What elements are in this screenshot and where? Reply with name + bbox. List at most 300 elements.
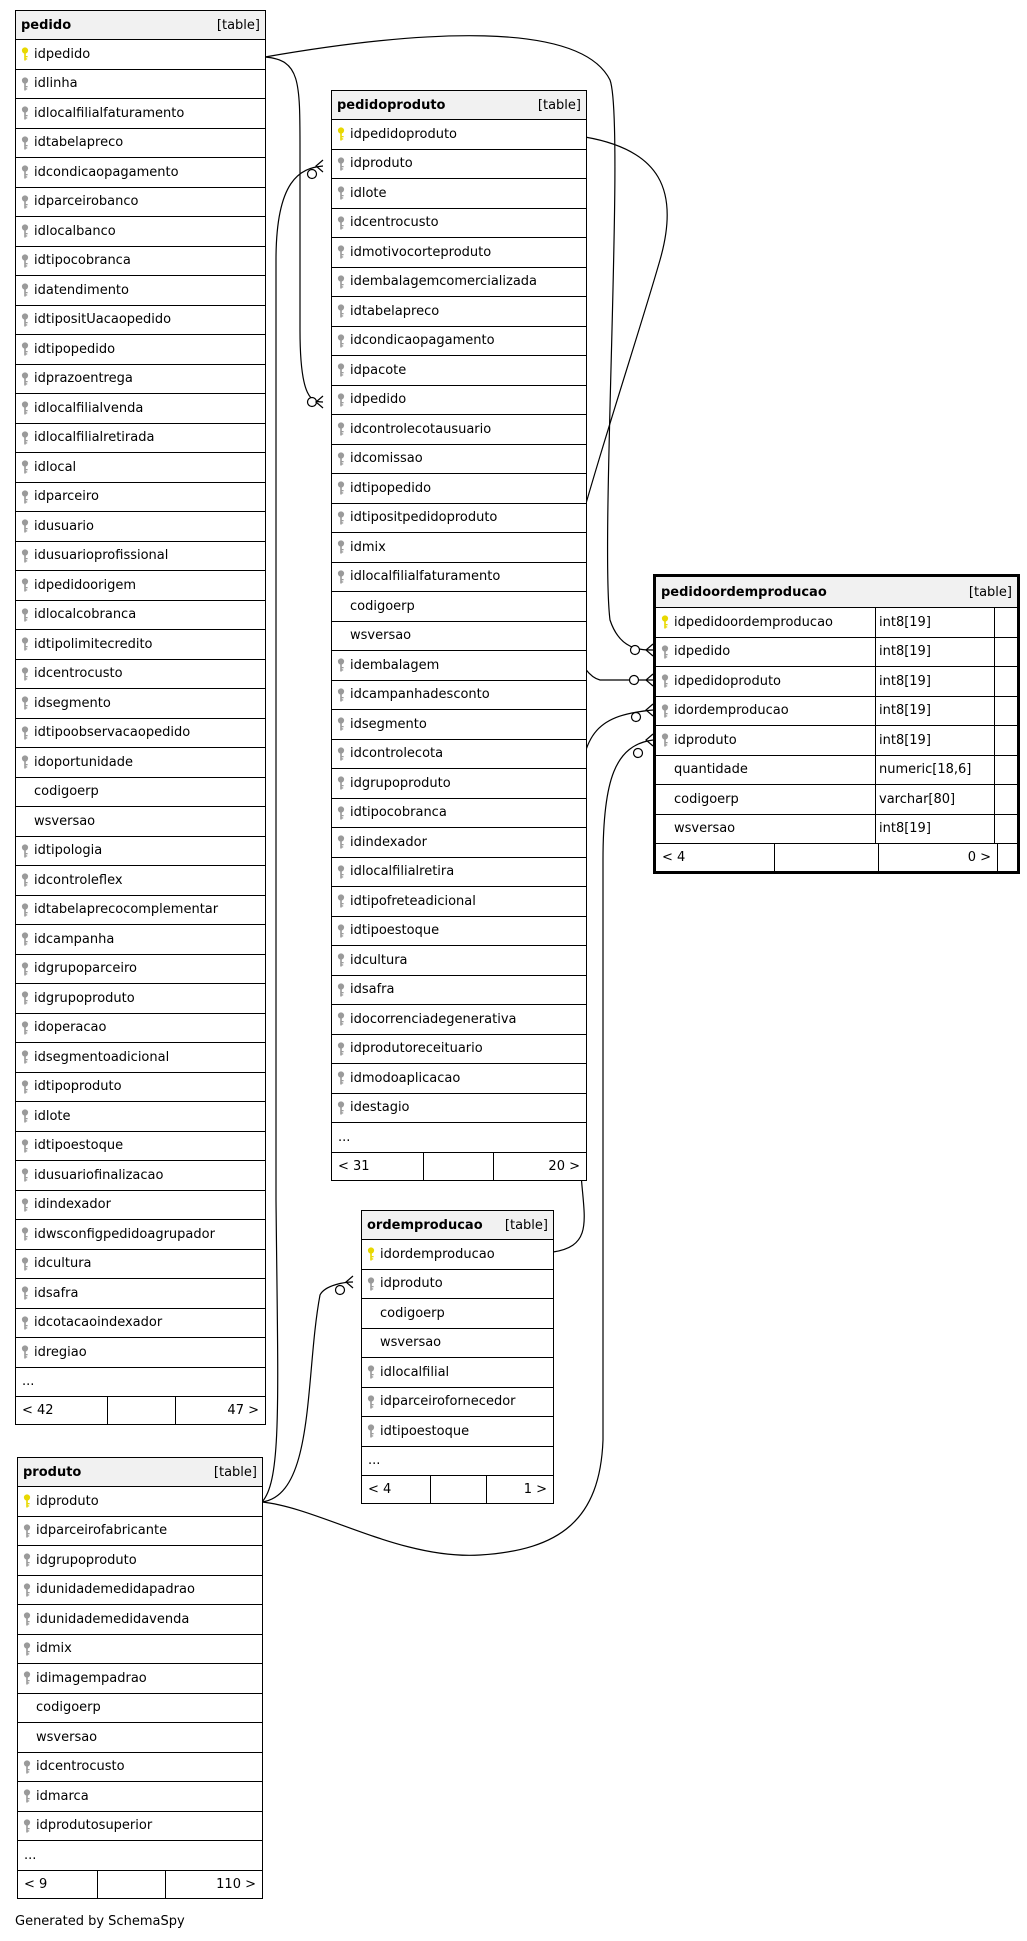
column-row[interactable] <box>332 386 586 416</box>
foreign-key-icon <box>332 658 350 672</box>
foreign-key-icon <box>332 776 350 790</box>
foreign-key-icon <box>18 1553 36 1567</box>
column-row[interactable] <box>18 1576 262 1606</box>
column-row[interactable] <box>16 601 265 631</box>
footer-mid <box>424 1153 494 1180</box>
table-pedidoordemproducao[interactable] <box>653 574 1020 874</box>
column-row[interactable] <box>18 1694 262 1724</box>
foreign-key-icon <box>332 1042 350 1056</box>
column-row[interactable] <box>656 667 1017 697</box>
column-row[interactable] <box>16 1132 265 1162</box>
column-type: numeric[18,6] <box>875 756 994 785</box>
foreign-key-icon <box>18 1760 36 1774</box>
footer-mid <box>108 1397 176 1424</box>
foreign-key-icon <box>332 422 350 436</box>
foreign-key-icon <box>18 1671 36 1685</box>
foreign-key-icon <box>16 637 34 651</box>
column-name: idusuariofinalizacao <box>34 1167 164 1183</box>
column-row[interactable] <box>16 424 265 454</box>
column-row[interactable] <box>16 778 265 808</box>
column-name: idcampanhadesconto <box>350 687 490 703</box>
foreign-key-icon <box>16 1050 34 1064</box>
column-row[interactable] <box>16 1043 265 1073</box>
table-name: ordemproducao <box>367 1217 483 1233</box>
foreign-key-icon <box>16 1286 34 1300</box>
column-row[interactable] <box>656 638 1017 668</box>
more-columns: ... <box>332 1123 586 1153</box>
table-name: pedido <box>21 17 72 33</box>
column-row[interactable] <box>16 1250 265 1280</box>
column-row[interactable] <box>332 120 586 150</box>
foreign-key-icon <box>16 932 34 946</box>
column-name: idtipologia <box>34 843 103 859</box>
parents-count[interactable]: < 9 <box>18 1871 98 1898</box>
children-count[interactable]: 1 > <box>523 1482 547 1497</box>
table-footer <box>18 1871 262 1898</box>
column-name: idgrupoproduto <box>350 775 451 791</box>
foreign-key-icon <box>16 165 34 179</box>
column-row[interactable] <box>332 415 586 445</box>
foreign-key-icon <box>16 1198 34 1212</box>
column-row[interactable] <box>18 1546 262 1576</box>
foreign-key-icon <box>18 1583 36 1597</box>
foreign-key-icon <box>16 77 34 91</box>
foreign-key-icon <box>332 304 350 318</box>
column-name: idlocalbanco <box>34 223 116 239</box>
table-header[interactable] <box>656 577 1017 608</box>
foreign-key-icon <box>16 1345 34 1359</box>
column-row[interactable] <box>332 651 586 681</box>
column-name: wsversao <box>36 1729 98 1745</box>
foreign-key-icon <box>16 195 34 209</box>
column-name: codigoerp <box>350 598 415 614</box>
column-name: wsversao <box>380 1335 442 1351</box>
foreign-key-icon <box>16 1139 34 1153</box>
parents-count[interactable]: < 42 <box>16 1397 108 1424</box>
foreign-key-icon <box>18 1524 36 1538</box>
column-name: idtipositUacaopedido <box>34 312 172 328</box>
primary-key-icon <box>18 1494 36 1508</box>
column-row[interactable] <box>16 483 265 513</box>
column-row[interactable] <box>16 719 265 749</box>
table-footer <box>656 844 1017 871</box>
foreign-key-icon <box>16 431 34 445</box>
column-row[interactable] <box>16 1279 265 1309</box>
column-row[interactable] <box>18 1517 262 1547</box>
foreign-key-icon <box>16 962 34 976</box>
column-name: idcentrocusto <box>350 215 439 231</box>
column-name: idmix <box>36 1641 72 1657</box>
column-row[interactable] <box>16 1220 265 1250</box>
column-row[interactable] <box>656 785 1017 815</box>
column-row[interactable] <box>16 365 265 395</box>
column-row[interactable] <box>362 1329 553 1359</box>
column-row[interactable] <box>18 1487 262 1517</box>
column-row[interactable] <box>362 1299 553 1329</box>
column-name: idusuario <box>34 518 94 534</box>
column-row[interactable] <box>16 925 265 955</box>
column-name: idtipolimitecredito <box>34 636 153 652</box>
column-name: idlocalfilial <box>380 1364 450 1380</box>
column-row[interactable] <box>16 276 265 306</box>
column-name: idordemproducao <box>380 1246 495 1262</box>
column-row[interactable] <box>332 592 586 622</box>
column-row[interactable] <box>16 1161 265 1191</box>
column-row[interactable] <box>18 1635 262 1665</box>
column-row[interactable] <box>332 740 586 770</box>
column-name: idpedidoproduto <box>674 673 781 689</box>
column-row[interactable] <box>362 1270 553 1300</box>
column-spacer <box>994 815 1017 844</box>
column-name: idtipocobranca <box>350 805 447 821</box>
foreign-key-icon <box>332 216 350 230</box>
column-name: idtipositpedidoproduto <box>350 510 498 526</box>
foreign-key-icon <box>18 1642 36 1656</box>
foreign-key-icon <box>16 549 34 563</box>
column-row[interactable] <box>16 247 265 277</box>
foreign-key-icon <box>16 1021 34 1035</box>
column-row[interactable] <box>16 1073 265 1103</box>
column-name: wsversao <box>674 821 736 837</box>
column-name: wsversao <box>350 628 412 644</box>
column-name: idordemproducao <box>674 703 789 719</box>
foreign-key-icon <box>16 1316 34 1330</box>
column-name: idtipoestoque <box>380 1423 470 1439</box>
column-name: quantidade <box>674 762 748 778</box>
foreign-key-icon <box>16 873 34 887</box>
foreign-key-icon <box>332 511 350 525</box>
column-name: idsegmento <box>350 716 427 732</box>
column-name: idtabelaprecocomplementar <box>34 902 219 918</box>
column-type: varchar[80] <box>875 785 994 814</box>
table-tag: [table] <box>504 1217 548 1233</box>
foreign-key-icon <box>362 1424 380 1438</box>
foreign-key-icon <box>16 1080 34 1094</box>
column-row[interactable] <box>16 896 265 926</box>
foreign-key-icon <box>332 983 350 997</box>
foreign-key-icon <box>16 106 34 120</box>
table-header[interactable] <box>332 91 586 120</box>
table-footer <box>362 1476 553 1503</box>
column-type: int8[19] <box>875 697 994 726</box>
footer-mid <box>431 1476 487 1503</box>
column-row[interactable] <box>332 1005 586 1035</box>
column-row[interactable] <box>332 1035 586 1065</box>
column-name: idpedidoordemproducao <box>674 614 833 630</box>
column-row[interactable] <box>332 946 586 976</box>
foreign-key-icon <box>16 903 34 917</box>
column-name: idregiao <box>34 1344 87 1360</box>
column-name: idmarca <box>36 1788 89 1804</box>
column-name: idestagio <box>350 1100 410 1116</box>
column-name: idwsconfigpedidoagrupador <box>34 1226 215 1242</box>
column-row[interactable] <box>332 297 586 327</box>
foreign-key-icon <box>16 1109 34 1123</box>
column-name: idparceirofornecedor <box>380 1394 516 1410</box>
foreign-key-icon <box>362 1277 380 1291</box>
column-spacer <box>994 726 1017 755</box>
table-name: pedidoordemproducao <box>661 584 827 600</box>
column-row[interactable] <box>332 887 586 917</box>
foreign-key-icon <box>16 726 34 740</box>
column-row[interactable] <box>16 866 265 896</box>
foreign-key-icon <box>332 924 350 938</box>
primary-key-icon <box>16 47 34 61</box>
column-row[interactable] <box>18 1812 262 1842</box>
column-spacer <box>994 638 1017 667</box>
column-row[interactable] <box>332 445 586 475</box>
primary-key-icon <box>332 127 350 141</box>
column-row[interactable] <box>16 453 265 483</box>
foreign-key-icon <box>332 688 350 702</box>
column-row[interactable] <box>656 756 1017 786</box>
column-row[interactable] <box>16 571 265 601</box>
column-row[interactable] <box>16 335 265 365</box>
column-row[interactable] <box>16 158 265 188</box>
column-name: idlocalfilialretirada <box>34 430 155 446</box>
column-row[interactable] <box>332 976 586 1006</box>
column-row[interactable] <box>16 689 265 719</box>
column-row[interactable] <box>16 129 265 159</box>
children-count[interactable]: 47 > <box>227 1403 259 1418</box>
column-row[interactable] <box>18 1664 262 1694</box>
column-name: idmix <box>350 539 386 555</box>
foreign-key-icon <box>18 1612 36 1626</box>
foreign-key-icon <box>16 844 34 858</box>
column-row[interactable] <box>16 1014 265 1044</box>
column-row[interactable] <box>16 188 265 218</box>
column-name: idparceirofabricante <box>36 1523 168 1539</box>
table-produto[interactable] <box>17 1457 263 1899</box>
column-name: idcampanha <box>34 931 115 947</box>
column-row[interactable] <box>16 1102 265 1132</box>
children-count[interactable]: 110 > <box>216 1876 256 1892</box>
table-pedidoproduto[interactable] <box>331 90 587 1181</box>
column-list <box>362 1240 553 1447</box>
column-row[interactable] <box>332 474 586 504</box>
children-count[interactable]: 0 > <box>879 844 998 871</box>
column-spacer <box>994 697 1017 726</box>
column-name: idtipopedido <box>350 480 432 496</box>
children-count[interactable]: 20 > <box>548 1158 580 1174</box>
column-row[interactable] <box>16 70 265 100</box>
column-row[interactable] <box>16 1338 265 1368</box>
column-row[interactable] <box>16 99 265 129</box>
column-row[interactable] <box>18 1782 262 1812</box>
table-tag: [table] <box>213 1464 257 1480</box>
column-name: idtabelapreco <box>350 303 440 319</box>
foreign-key-icon <box>332 393 350 407</box>
foreign-key-icon <box>656 645 674 659</box>
foreign-key-icon <box>16 667 34 681</box>
column-row[interactable] <box>18 1605 262 1635</box>
column-row[interactable] <box>16 660 265 690</box>
column-row[interactable] <box>332 563 586 593</box>
column-row[interactable] <box>656 815 1017 845</box>
column-row[interactable] <box>332 327 586 357</box>
column-row[interactable] <box>16 807 265 837</box>
column-name: idlocalfilialfaturamento <box>34 105 185 121</box>
column-name: idindexador <box>34 1197 111 1213</box>
column-name: idpedido <box>34 46 91 62</box>
column-row[interactable] <box>16 394 265 424</box>
column-row[interactable] <box>16 306 265 336</box>
column-row[interactable] <box>362 1417 553 1447</box>
column-name: idpedidoorigem <box>34 577 137 593</box>
relationship-line <box>262 1282 353 1502</box>
column-row[interactable] <box>332 179 586 209</box>
table-header[interactable] <box>16 11 265 40</box>
column-list <box>16 40 265 1368</box>
column-row[interactable] <box>332 209 586 239</box>
column-row[interactable] <box>332 150 586 180</box>
column-row[interactable] <box>656 726 1017 756</box>
foreign-key-icon <box>16 490 34 504</box>
column-row[interactable] <box>332 356 586 386</box>
column-row[interactable] <box>16 40 265 70</box>
table-header[interactable] <box>362 1211 553 1240</box>
foreign-key-icon <box>16 401 34 415</box>
foreign-key-icon <box>656 733 674 747</box>
column-name: idlocal <box>34 459 77 475</box>
column-name: idgrupoproduto <box>36 1552 137 1568</box>
foreign-key-icon <box>362 1365 380 1379</box>
table-footer <box>16 1397 265 1424</box>
column-spacer <box>994 785 1017 814</box>
column-row[interactable] <box>332 1094 586 1124</box>
table-header[interactable] <box>18 1458 262 1487</box>
column-name: idpedidoproduto <box>350 126 457 142</box>
parents-count[interactable]: < 4 <box>362 1476 431 1503</box>
column-type: int8[19] <box>875 726 994 755</box>
column-row[interactable] <box>16 630 265 660</box>
foreign-key-icon <box>332 157 350 171</box>
foreign-key-icon <box>16 313 34 327</box>
table-tag: [table] <box>537 97 581 113</box>
column-name: idtipocobranca <box>34 253 131 269</box>
foreign-key-icon <box>18 1819 36 1833</box>
column-type: int8[19] <box>875 667 994 696</box>
column-list <box>18 1487 262 1841</box>
column-row[interactable] <box>18 1753 262 1783</box>
column-name: idlocalfilialfaturamento <box>350 569 501 585</box>
column-list <box>332 120 586 1123</box>
column-row[interactable] <box>332 504 586 534</box>
column-row[interactable] <box>332 799 586 829</box>
column-row[interactable] <box>332 533 586 563</box>
column-name: idatendimento <box>34 282 129 298</box>
column-row[interactable] <box>656 697 1017 727</box>
column-name: idproduto <box>36 1493 99 1509</box>
foreign-key-icon <box>16 608 34 622</box>
column-name: idcontroleflex <box>34 872 123 888</box>
foreign-key-icon <box>332 1071 350 1085</box>
column-row[interactable] <box>16 837 265 867</box>
table-tag: [table] <box>968 584 1012 600</box>
column-type: int8[19] <box>875 638 994 667</box>
column-row[interactable] <box>16 984 265 1014</box>
foreign-key-icon <box>16 342 34 356</box>
foreign-key-icon <box>16 991 34 1005</box>
column-name: codigoerp <box>34 784 99 800</box>
column-row[interactable] <box>332 1064 586 1094</box>
column-row[interactable] <box>332 681 586 711</box>
column-row[interactable] <box>332 622 586 652</box>
column-name: idproduto <box>350 156 413 172</box>
column-name: idlinha <box>34 76 78 92</box>
column-row[interactable] <box>332 828 586 858</box>
foreign-key-icon <box>362 1395 380 1409</box>
table-pedido[interactable] <box>15 10 266 1425</box>
column-row[interactable] <box>16 748 265 778</box>
column-name: idoportunidade <box>34 754 134 770</box>
column-row[interactable] <box>362 1388 553 1418</box>
column-row[interactable] <box>332 238 586 268</box>
column-row[interactable] <box>332 917 586 947</box>
foreign-key-icon <box>332 953 350 967</box>
foreign-key-icon <box>16 1227 34 1241</box>
parents-count[interactable]: < 4 <box>656 844 775 871</box>
column-name: idtipoestoque <box>350 923 440 939</box>
column-row[interactable] <box>16 955 265 985</box>
column-name: idlocalfilialvenda <box>34 400 144 416</box>
column-name: idsafra <box>350 982 395 998</box>
foreign-key-icon <box>16 1257 34 1271</box>
foreign-key-icon <box>332 275 350 289</box>
table-ordemproducao[interactable] <box>361 1210 554 1504</box>
foreign-key-icon <box>332 481 350 495</box>
column-name: idgrupoparceiro <box>34 961 137 977</box>
column-name: idcentrocusto <box>36 1759 125 1775</box>
column-row[interactable] <box>16 1309 265 1339</box>
table-tag: [table] <box>216 17 260 33</box>
column-row[interactable] <box>332 268 586 298</box>
footer-mid <box>775 844 879 871</box>
column-row[interactable] <box>16 542 265 572</box>
column-name: idcultura <box>34 1256 92 1272</box>
parents-count[interactable]: < 31 <box>332 1153 424 1180</box>
column-row[interactable] <box>332 769 586 799</box>
column-name: idembalagem <box>350 657 440 673</box>
column-name: idcondicaopagamento <box>350 333 495 349</box>
foreign-key-icon <box>332 747 350 761</box>
column-name: idcotacaoindexador <box>34 1315 163 1331</box>
column-name: idusuarioprofissional <box>34 548 169 564</box>
foreign-key-icon <box>16 372 34 386</box>
foreign-key-icon <box>332 717 350 731</box>
column-row[interactable] <box>362 1358 553 1388</box>
column-name: idproduto <box>380 1276 443 1292</box>
generated-by-note: Generated by SchemaSpy <box>15 1914 185 1929</box>
foreign-key-icon <box>16 460 34 474</box>
column-row[interactable] <box>332 858 586 888</box>
column-name: idlocalcobranca <box>34 607 137 623</box>
column-name: idpedido <box>350 392 407 408</box>
column-name: idcomissao <box>350 451 423 467</box>
foreign-key-icon <box>16 254 34 268</box>
column-name: idcontrolecota <box>350 746 444 762</box>
column-row[interactable] <box>362 1240 553 1270</box>
column-name: codigoerp <box>674 791 739 807</box>
column-name: idmodoaplicacao <box>350 1070 461 1086</box>
column-row[interactable] <box>16 1191 265 1221</box>
column-row[interactable] <box>656 608 1017 638</box>
column-row[interactable] <box>332 710 586 740</box>
column-row[interactable] <box>16 512 265 542</box>
column-row[interactable] <box>18 1723 262 1753</box>
column-row[interactable] <box>16 217 265 247</box>
foreign-key-icon <box>16 224 34 238</box>
